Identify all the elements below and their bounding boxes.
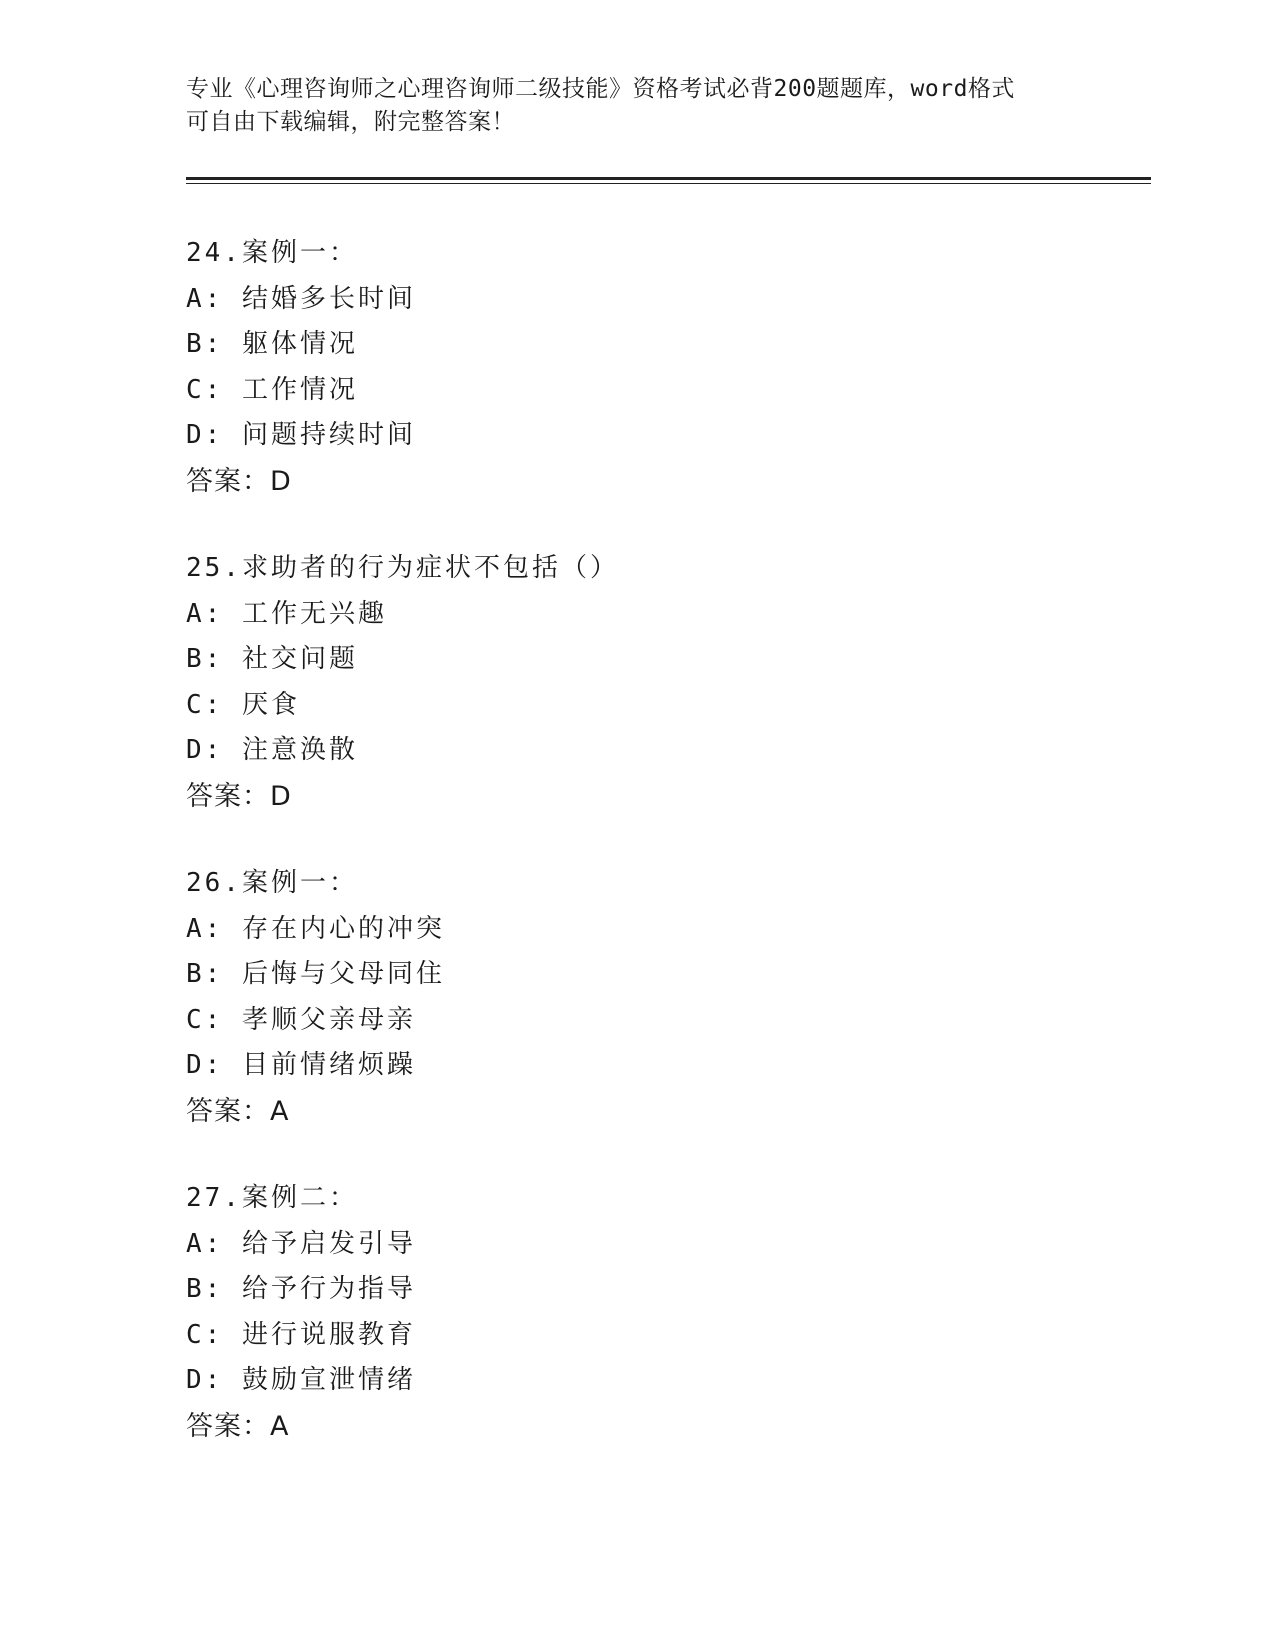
answer: 答案：D xyxy=(186,465,292,497)
option-d: D: 问题持续时间 xyxy=(186,420,416,450)
option-b: B: 社交问题 xyxy=(186,644,358,674)
document-header xyxy=(186,73,1066,139)
option-c: C: 厌食 xyxy=(186,689,300,720)
question-stem: 25.求助者的行为症状不包括（） xyxy=(186,553,619,583)
question-stem: 24.案例一： xyxy=(186,238,358,268)
option-a: A: 结婚多长时间 xyxy=(186,283,416,314)
option-a: A: 给予启发引导 xyxy=(186,1228,416,1259)
answer: 答案：D xyxy=(186,780,292,812)
option-c: C: 孝顺父亲母亲 xyxy=(186,1004,416,1035)
header-line-1: 专业《心理咨询师之心理咨询师二级技能》资格考试必背200题题库，word格式 xyxy=(186,76,1015,102)
option-d: D: 注意涣散 xyxy=(186,735,358,765)
option-d: D: 鼓励宣泄情绪 xyxy=(186,1365,416,1395)
option-a: A: 工作无兴趣 xyxy=(186,598,387,629)
question-27 xyxy=(186,1176,1086,1449)
header-divider-thin xyxy=(186,183,1151,184)
answer: 答案：A xyxy=(186,1095,290,1127)
option-b: B: 后悔与父母同住 xyxy=(186,959,445,989)
answer: 答案：A xyxy=(186,1410,290,1442)
option-b: B: 给予行为指导 xyxy=(186,1274,416,1304)
option-a: A: 存在内心的冲突 xyxy=(186,913,445,944)
question-24 xyxy=(186,231,1086,504)
header-line-2: 可自由下载编辑，附完整答案！ xyxy=(186,109,515,135)
option-c: C: 工作情况 xyxy=(186,374,358,405)
question-25 xyxy=(186,546,1086,819)
question-26 xyxy=(186,861,1086,1134)
option-c: C: 进行说服教育 xyxy=(186,1319,416,1350)
option-b: B: 躯体情况 xyxy=(186,329,358,359)
question-stem: 26.案例一： xyxy=(186,868,358,898)
header-divider-thick xyxy=(186,177,1151,180)
option-d: D: 目前情绪烦躁 xyxy=(186,1050,416,1080)
question-stem: 27.案例二： xyxy=(186,1183,358,1213)
